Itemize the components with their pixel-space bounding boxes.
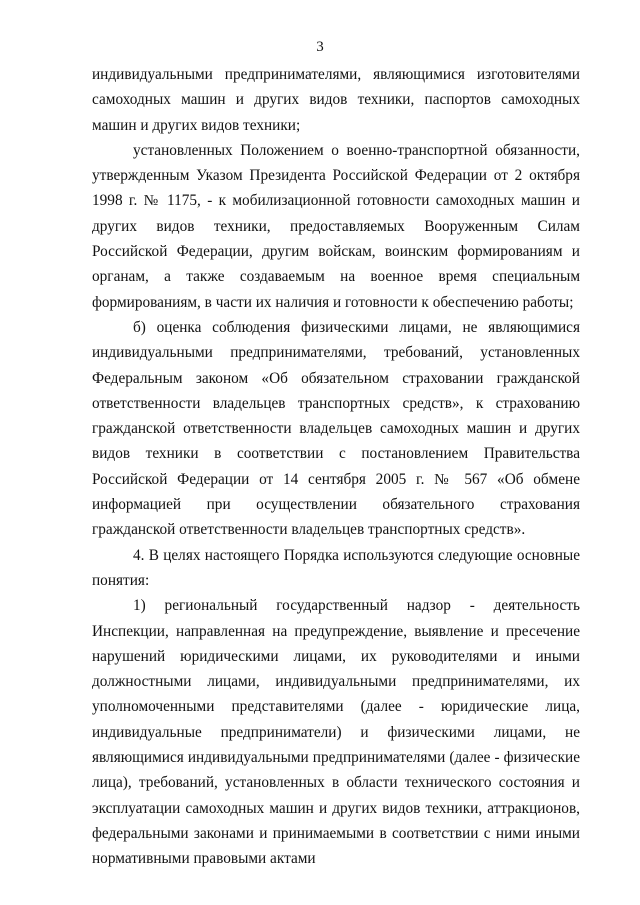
- paragraph-regional-supervision: 1) региональный государственный надзор - деятельность Инспекции, направленная на предупреждение, выявление и пресечение нарушений юридическими лицами, их руководителями и иными должностными лицами, индивидуальными предпринимателями, их уполномоченными представителями (далее - юридические лица, индивидуальные предприниматели) и физическими лицами, не являющимися индивидуальными предпринимателями (далее - физические лица), требований, установленных в области технического состояния и эксплуатации самоходных машин и других видов техники, аттракционов, федеральными законами и принимаемыми в соответствии с ними иными нормативными правовыми актами: [92, 597, 580, 868]
- paragraph-insurance-assessment: б) оценка соблюдения физическими лицами, не являющимися индивидуальными предпринимателями, требований, установленных Федеральным законом «Об обязательном страховании гражданской ответственности владельцев транспортных средств», к страхованию гражданской ответственности владельцев самоходных машин и других видов техники в соответствии с постановлением Правительства Российской Федерации от 14 сентября 2005 г. № 567 «Об обмене информацией при осуществлении обязательного страхования гражданской ответственности владельцев транспортных средств».: [92, 318, 580, 539]
- page-number: 3: [316, 39, 324, 55]
- paragraph-definitions-intro: 4. В целях настоящего Порядка используются следующие основные понятия:: [92, 546, 580, 589]
- paragraph-continuation: индивидуальными предпринимателями, являющимися изготовителями самоходных машин и других видов техники, паспортов самоходных машин и других видов техники;: [92, 66, 580, 134]
- paragraph-military-transport: установленных Положением о военно-транспортной обязанности, утвержденным Указом Президента Российской Федерации от 2 октября 1998 г. № 1175, - к мобилизационной готовности самоходных машин и других видов техники, предоставляемых Вооруженным Силам Российской Федерации, другим войскам, воинским формированиям и органам, а также создаваемым на военное время специальным формированиям, в части их наличия и готовности к обеспечению работы;: [92, 141, 580, 311]
- document-body: [92, 62, 580, 872]
